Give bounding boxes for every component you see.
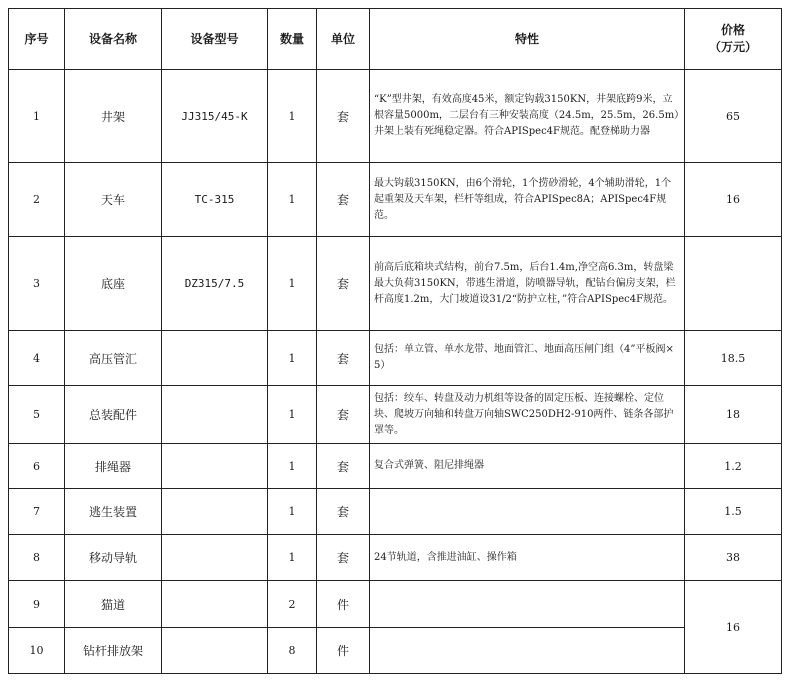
header-model: 设备型号 <box>162 9 268 70</box>
cell-feature: “K”型井架，有效高度45米，额定钩载3150KN，井架底跨9米，立根容量5000m，二层台有三种安装高度（24.5m，25.5m，26.5m）井架上装有死绳稳定器。符合APISpec4F规范。配登梯助力器 <box>370 70 685 163</box>
equipment-price-table <box>8 8 782 674</box>
table-row <box>9 237 782 331</box>
cell-unit: 套 <box>317 535 370 581</box>
cell-unit: 件 <box>317 628 370 674</box>
header-price-line1: 价格 <box>720 23 745 37</box>
cell-qty: 1 <box>268 489 317 535</box>
table-row <box>9 70 782 163</box>
header-price <box>685 9 782 70</box>
cell-feature <box>370 581 685 628</box>
cell-model <box>162 489 268 535</box>
cell-qty: 1 <box>268 163 317 237</box>
header-seq: 序号 <box>9 9 65 70</box>
cell-unit: 套 <box>317 331 370 386</box>
cell-name: 排绳器 <box>65 444 162 489</box>
cell-model <box>162 535 268 581</box>
cell-qty: 1 <box>268 331 317 386</box>
header-price-line2: （万元） <box>708 40 757 54</box>
cell-unit: 套 <box>317 386 370 444</box>
cell-feature: 包括：单立管、单水龙带、地面管汇、地面高压闸门组（4”平板阀×5） <box>370 331 685 386</box>
cell-seq: 7 <box>9 489 65 535</box>
cell-name: 移动导轨 <box>65 535 162 581</box>
table-row <box>9 535 782 581</box>
cell-name: 天车 <box>65 163 162 237</box>
table-row <box>9 581 782 628</box>
cell-unit: 套 <box>317 70 370 163</box>
cell-price <box>685 237 782 331</box>
cell-unit: 套 <box>317 163 370 237</box>
cell-seq: 3 <box>9 237 65 331</box>
cell-model: DZ315/7.5 <box>162 237 268 331</box>
cell-price: 16 <box>685 163 782 237</box>
table-row <box>9 628 782 674</box>
cell-model: TC-315 <box>162 163 268 237</box>
cell-seq: 1 <box>9 70 65 163</box>
cell-qty: 1 <box>268 386 317 444</box>
cell-seq: 6 <box>9 444 65 489</box>
cell-unit: 套 <box>317 444 370 489</box>
cell-feature <box>370 489 685 535</box>
table-row <box>9 489 782 535</box>
cell-seq: 8 <box>9 535 65 581</box>
cell-unit: 套 <box>317 237 370 331</box>
table-row <box>9 444 782 489</box>
cell-seq: 9 <box>9 581 65 628</box>
cell-name: 逃生装置 <box>65 489 162 535</box>
cell-price: 1.5 <box>685 489 782 535</box>
cell-qty: 1 <box>268 535 317 581</box>
equipment-table-container <box>8 8 782 674</box>
cell-price: 18 <box>685 386 782 444</box>
cell-model <box>162 444 268 489</box>
header-name: 设备名称 <box>65 9 162 70</box>
cell-qty: 2 <box>268 581 317 628</box>
cell-qty: 8 <box>268 628 317 674</box>
cell-price: 1.2 <box>685 444 782 489</box>
table-row <box>9 163 782 237</box>
cell-unit: 套 <box>317 489 370 535</box>
header-feature: 特性 <box>370 9 685 70</box>
cell-feature <box>370 628 685 674</box>
cell-seq: 10 <box>9 628 65 674</box>
cell-name: 底座 <box>65 237 162 331</box>
cell-feature: 包括：绞车、转盘及动力机组等设备的固定压板、连接螺栓、定位块、爬坡万向轴和转盘万向轴SWC250DH2-910两件、链条各部护罩等。 <box>370 386 685 444</box>
cell-model <box>162 628 268 674</box>
cell-feature: 复合式弹簧、阻尼排绳器 <box>370 444 685 489</box>
cell-model: JJ315/45-K <box>162 70 268 163</box>
cell-name: 高压管汇 <box>65 331 162 386</box>
cell-name: 猫道 <box>65 581 162 628</box>
cell-unit: 件 <box>317 581 370 628</box>
cell-feature: 24节轨道，含推进油缸、操作箱 <box>370 535 685 581</box>
cell-name: 井架 <box>65 70 162 163</box>
cell-name: 钻杆排放架 <box>65 628 162 674</box>
cell-model <box>162 331 268 386</box>
cell-qty: 1 <box>268 444 317 489</box>
cell-seq: 2 <box>9 163 65 237</box>
cell-seq: 4 <box>9 331 65 386</box>
table-row <box>9 331 782 386</box>
cell-feature: 最大钩载3150KN，由6个滑轮，1个捞砂滑轮，4个辅助滑轮，1个起重架及天车架，栏杆等组成，符合APISpec8A；APISpec4F规范。 <box>370 163 685 237</box>
cell-qty: 1 <box>268 237 317 331</box>
cell-name: 总装配件 <box>65 386 162 444</box>
cell-model <box>162 581 268 628</box>
cell-price: 65 <box>685 70 782 163</box>
cell-price: 18.5 <box>685 331 782 386</box>
table-row <box>9 386 782 444</box>
cell-qty: 1 <box>268 70 317 163</box>
header-unit: 单位 <box>317 9 370 70</box>
cell-feature: 前高后底箱块式结构，前台7.5m，后台1.4m,净空高6.3m，转盘梁最大负荷3150KN，带逃生滑道，防喷器导轨，配钻台偏房支架，栏杆高度1.2m，大门坡道设31/2“防护立柱，”符合APISpec4F规范。 <box>370 237 685 331</box>
header-qty: 数量 <box>268 9 317 70</box>
cell-model <box>162 386 268 444</box>
cell-seq: 5 <box>9 386 65 444</box>
cell-price: 38 <box>685 535 782 581</box>
header-row <box>9 9 782 70</box>
cell-price-merged: 16 <box>685 581 782 674</box>
